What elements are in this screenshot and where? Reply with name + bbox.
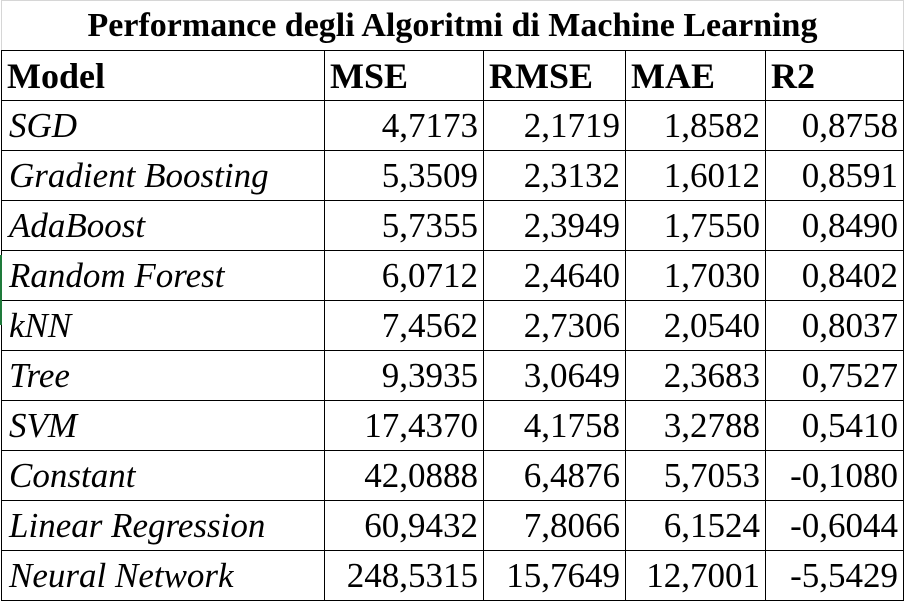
table-row (2, 501, 904, 551)
cell-mae: 1,7030 (626, 251, 766, 301)
cell-rmse: 2,4640 (484, 251, 626, 301)
cell-mae: 2,0540 (626, 301, 766, 351)
cell-rmse: 15,7649 (484, 551, 626, 601)
cell-r2: -5,5429 (766, 551, 904, 601)
cell-mae: 12,7001 (626, 551, 766, 601)
cell-mae: 1,7550 (626, 201, 766, 251)
table-row (2, 251, 904, 301)
cell-mse: 17,4370 (325, 401, 484, 451)
cell-r2: 0,8758 (766, 101, 904, 151)
cell-mse: 5,3509 (325, 151, 484, 201)
cell-model: Constant (2, 451, 325, 501)
cell-mse: 42,0888 (325, 451, 484, 501)
cell-selection-marker (0, 255, 2, 325)
cell-mae: 2,3683 (626, 351, 766, 401)
table-row (2, 101, 904, 151)
table-row (2, 301, 904, 351)
table-row (2, 451, 904, 501)
cell-mae: 5,7053 (626, 451, 766, 501)
table-row (2, 201, 904, 251)
cell-rmse: 2,3132 (484, 151, 626, 201)
cell-r2: 0,7527 (766, 351, 904, 401)
cell-model: SGD (2, 101, 325, 151)
cell-rmse: 2,1719 (484, 101, 626, 151)
header-mse: MSE (325, 51, 484, 101)
cell-mse: 4,7173 (325, 101, 484, 151)
cell-model: Linear Regression (2, 501, 325, 551)
cell-mse: 6,0712 (325, 251, 484, 301)
table-title: Performance degli Algoritmi di Machine Learning (2, 1, 904, 51)
cell-rmse: 2,7306 (484, 301, 626, 351)
performance-table (1, 0, 904, 601)
cell-model: AdaBoost (2, 201, 325, 251)
cell-r2: 0,8591 (766, 151, 904, 201)
cell-mae: 1,8582 (626, 101, 766, 151)
table-row (2, 151, 904, 201)
cell-r2: -0,6044 (766, 501, 904, 551)
cell-r2: 0,8490 (766, 201, 904, 251)
cell-mae: 3,2788 (626, 401, 766, 451)
cell-model: Gradient Boosting (2, 151, 325, 201)
cell-r2: 0,8402 (766, 251, 904, 301)
cell-rmse: 4,1758 (484, 401, 626, 451)
cell-mse: 9,3935 (325, 351, 484, 401)
cell-rmse: 6,4876 (484, 451, 626, 501)
header-r2: R2 (766, 51, 904, 101)
cell-rmse: 2,3949 (484, 201, 626, 251)
table-row (2, 351, 904, 401)
table-row (2, 551, 904, 601)
cell-mse: 7,4562 (325, 301, 484, 351)
cell-rmse: 7,8066 (484, 501, 626, 551)
header-mae: MAE (626, 51, 766, 101)
cell-model: kNN (2, 301, 325, 351)
cell-model: Random Forest (2, 251, 325, 301)
cell-model: Tree (2, 351, 325, 401)
cell-rmse: 3,0649 (484, 351, 626, 401)
cell-r2: -0,1080 (766, 451, 904, 501)
cell-r2: 0,5410 (766, 401, 904, 451)
title-row (2, 1, 904, 51)
cell-mse: 5,7355 (325, 201, 484, 251)
cell-mse: 248,5315 (325, 551, 484, 601)
cell-mae: 6,1524 (626, 501, 766, 551)
header-model: Model (2, 51, 325, 101)
table-row (2, 401, 904, 451)
cell-mae: 1,6012 (626, 151, 766, 201)
cell-model: SVM (2, 401, 325, 451)
header-row (2, 51, 904, 101)
cell-model: Neural Network (2, 551, 325, 601)
cell-r2: 0,8037 (766, 301, 904, 351)
cell-mse: 60,9432 (325, 501, 484, 551)
header-rmse: RMSE (484, 51, 626, 101)
